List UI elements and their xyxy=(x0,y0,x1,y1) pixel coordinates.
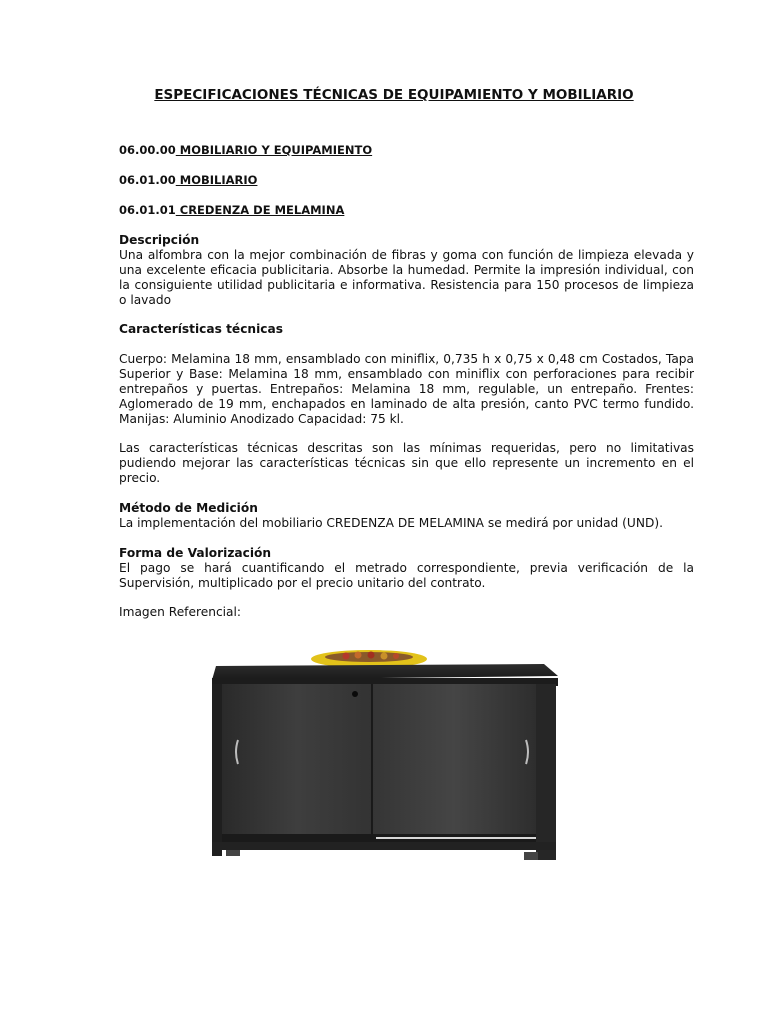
caracteristicas-note: Las características técnicas descritas son las mínimas requeridas, pero no limitativas pudiendo mejorar las características técnicas sin que ello represente un incremento en el precio. xyxy=(119,441,694,485)
medicion-block xyxy=(119,501,694,531)
imagen-referencial-label: Imagen Referencial: xyxy=(119,605,241,619)
medicion-text: La implementación del mobiliario CREDENZA DE MELAMINA se medirá por unidad (UND). xyxy=(119,516,663,530)
credenza-image xyxy=(206,648,564,866)
caracteristicas-note-block xyxy=(119,441,694,486)
credenza-illustration xyxy=(206,648,564,866)
section-code: 06.01.01 xyxy=(119,203,176,217)
caracteristicas-block xyxy=(119,322,694,337)
caracteristicas-text: Cuerpo: Melamina 18 mm, ensamblado con miniflix, 0,735 h x 0,75 x 0,48 cm Costados, Tapa Superior y Base: Melamina 18 mm, ensamblado con miniflix con perforaciones para recibir entrepaños y puertas. Entrepaños: Melamina 18 mm, regulable, un entrepaño. Frentes: Aglomerado de 19 mm, enchapados en laminado de alta presión, canto PVC termo fundido. Manijas: Aluminio Anodizado Capacidad: 75 kl. xyxy=(119,352,694,426)
valorizacion-label: Forma de Valorización xyxy=(119,546,272,560)
descripcion-block xyxy=(119,233,694,308)
section-code: 06.01.00 xyxy=(119,173,176,187)
section-heading-0601 xyxy=(119,173,257,188)
medicion-label: Método de Medición xyxy=(119,501,258,515)
caracteristicas-label: Características técnicas xyxy=(119,322,283,336)
section-name: MOBILIARIO Y EQUIPAMIENTO xyxy=(175,143,373,157)
descripcion-label: Descripción xyxy=(119,233,200,247)
page-title: ESPECIFICACIONES TÉCNICAS DE EQUIPAMIENTO Y MOBILIARIO xyxy=(154,87,634,103)
valorizacion-block xyxy=(119,546,694,591)
valorizacion-text: El pago se hará cuantificando el metrado correspondiente, previa verificación de la Supervisión, multiplicado por el precio unitario del contrato. xyxy=(119,561,694,590)
section-code: 06.00.00 xyxy=(119,143,176,157)
section-name: CREDENZA DE MELAMINA xyxy=(175,203,345,217)
section-name: MOBILIARIO xyxy=(175,173,258,187)
caracteristicas-text-block xyxy=(119,352,694,427)
section-heading-0600 xyxy=(119,143,372,158)
section-heading-060101 xyxy=(119,203,344,218)
descripcion-text: Una alfombra con la mejor combinación de fibras y goma con función de limpieza elevada y una excelente eficacia publicitaria. Absorbe la humedad. Permite la impresión individual, con la consiguiente utilidad publicitaria e informativa. Resistencia para 150 procesos de limpieza o lavado xyxy=(119,248,694,307)
